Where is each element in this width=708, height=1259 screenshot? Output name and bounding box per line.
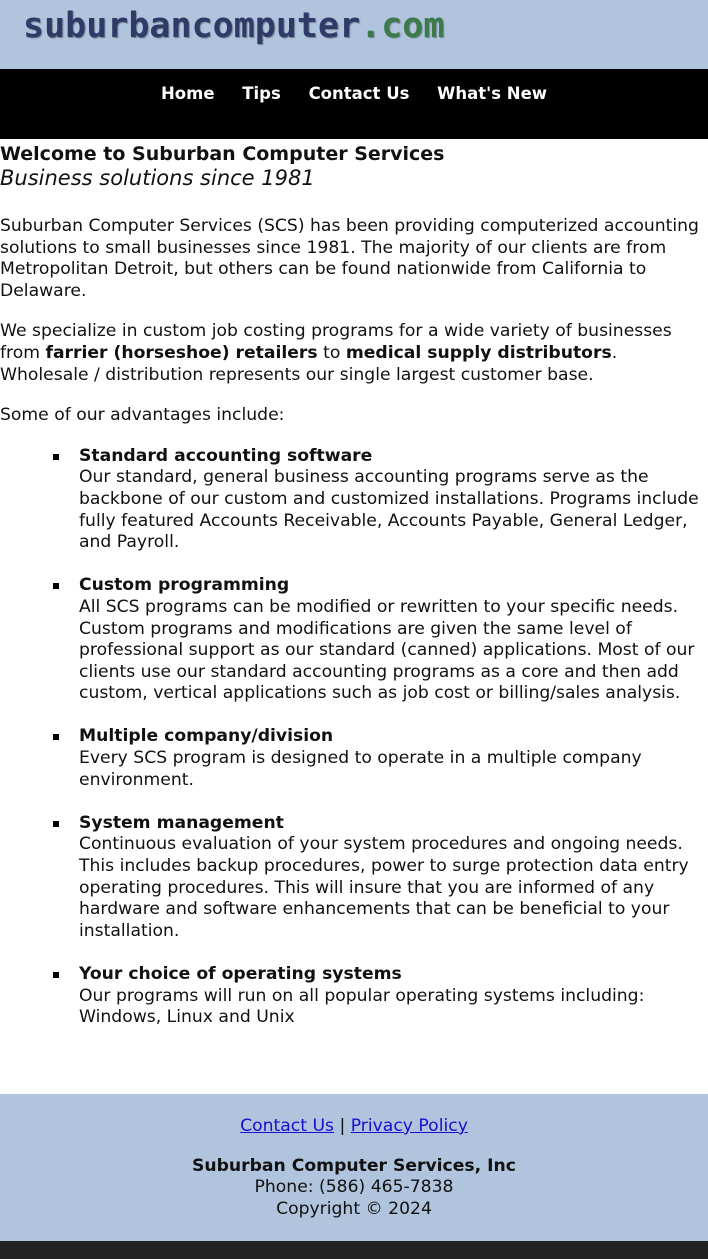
nav-contact-us[interactable]: Contact Us xyxy=(308,84,410,103)
list-item xyxy=(79,813,706,943)
advantage-text: Every SCS program is designed to operate in a multiple company environment. xyxy=(79,748,642,790)
footer-company-name: Suburban Computer Services, Inc xyxy=(192,1155,516,1176)
logo-tld: .com xyxy=(360,6,445,46)
list-item xyxy=(79,964,706,1029)
advantage-title: System management xyxy=(79,812,284,833)
site-header xyxy=(0,0,708,69)
site-footer xyxy=(0,1094,708,1241)
nav-links xyxy=(0,84,708,103)
footer-contact-link[interactable]: Contact Us xyxy=(240,1116,334,1136)
square-bullet-icon xyxy=(53,583,59,589)
list-item xyxy=(79,446,706,554)
advantage-text: Our standard, general business accounting programs serve as the backbone of our custom and customized installations. Programs include fully featured Accounts Receivable, Accounts Payable, General Ledger, and Payroll. xyxy=(79,467,699,553)
bottom-bar xyxy=(0,1241,708,1259)
specialize-text-end: . Wholesale / distribution represents our single largest customer base. xyxy=(0,342,618,385)
intro-paragraph: Suburban Computer Services (SCS) has been providing computerized accounting solutions to small businesses since 1981. The majority of our clients are from Metropolitan Detroit, but others can be found nationwide from California to Delaware. xyxy=(0,216,699,301)
main-nav xyxy=(0,69,708,139)
square-bullet-icon xyxy=(53,821,59,827)
main-content xyxy=(0,143,706,1050)
advantage-title: Multiple company/division xyxy=(79,726,334,747)
advantages-list xyxy=(0,446,706,1029)
nav-whats-new[interactable]: What's New xyxy=(437,84,547,103)
list-item xyxy=(79,726,706,791)
advantage-title: Standard accounting software xyxy=(79,445,373,466)
advantage-text: Our programs will run on all popular operating systems including: Windows, Linux and Unix xyxy=(79,985,645,1028)
site-logo[interactable] xyxy=(23,6,444,46)
advantage-title: Your choice of operating systems xyxy=(79,964,402,984)
specialize-paragraph xyxy=(0,321,706,386)
logo-name: suburbancomputer xyxy=(23,6,361,46)
footer-copyright: Copyright © 2024 xyxy=(276,1198,432,1219)
advantage-text: All SCS programs can be modified or rewritten to your specific needs. Custom programs and modifications are given the same level of professional support as our standard (canned) applications. Most of our clients use our standard accounting programs as a core and then add custom, vertical applications such as job cost or billing/sales analysis. xyxy=(79,596,695,704)
page-tagline: Business solutions since 1981 xyxy=(0,166,315,190)
nav-tips[interactable]: Tips xyxy=(242,84,281,103)
list-item xyxy=(79,575,706,705)
square-bullet-icon xyxy=(53,972,59,978)
footer-privacy-link[interactable]: Privacy Policy xyxy=(350,1116,468,1136)
advantage-text: Continuous evaluation of your system procedures and ongoing needs. This includes backup procedures, power to surge protection data entry operating procedures. This will insure that you are informed of any hardware and software enhancements that can be beneficial to your installation. xyxy=(79,834,689,941)
nav-home[interactable]: Home xyxy=(160,84,215,103)
specialize-text-middle: to xyxy=(317,342,346,363)
footer-link-separator: | xyxy=(339,1116,346,1136)
specialize-bold-farrier: farrier (horseshoe) retailers xyxy=(45,342,318,363)
specialize-text-start: We specialize in custom job costing programs for a wide variety of businesses from xyxy=(0,321,672,363)
advantages-intro: Some of our advantages include: xyxy=(0,405,285,426)
footer-phone: Phone: (586) 465-7838 xyxy=(254,1177,454,1198)
square-bullet-icon xyxy=(53,454,59,460)
footer-links xyxy=(0,1116,708,1138)
advantage-title: Custom programming xyxy=(79,575,290,596)
square-bullet-icon xyxy=(53,734,59,740)
page-title: Welcome to Suburban Computer Services xyxy=(0,143,445,165)
specialize-bold-medical: medical supply distributors xyxy=(345,342,612,363)
